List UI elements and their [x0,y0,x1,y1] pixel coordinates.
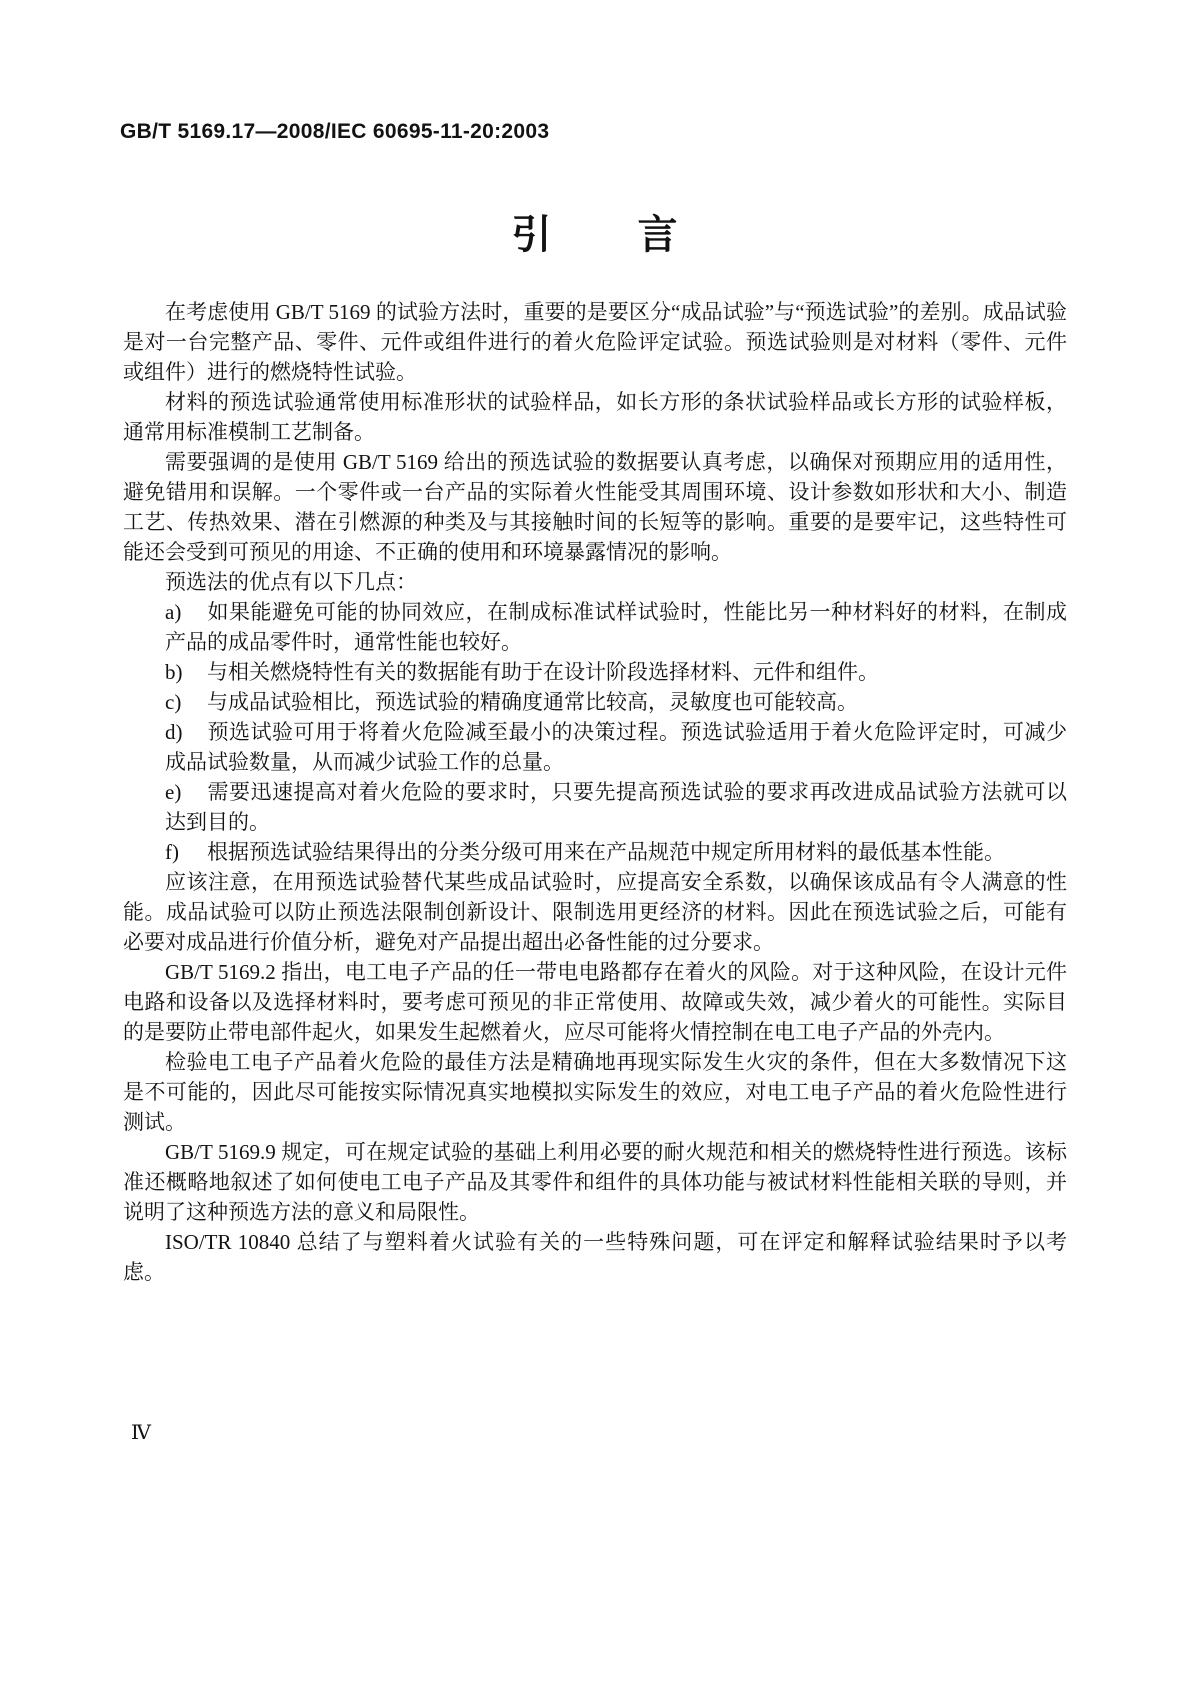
list-item-a-text: 如果能避免可能的协同效应，在制成标准试样试验时，性能比另一种材料好的材料，在制成产品的成品零件时，通常性能也较好。 [165,600,1067,654]
paragraph-closing-4: GB/T 5169.9 规定，可在规定试验的基础上利用必要的耐火规范和相关的燃烧特性进行预选。该标准还概略地叙述了如何使电工电子产品及其零件和组件的具体功能与被试材料性能相关联的导则，并说明了这种预选方法的意义和局限性。 [123,1140,1067,1224]
list-item-c [123,687,1067,717]
page-title: 引 言 [511,213,680,257]
paragraph-intro-3: 需要强调的是使用 GB/T 5169 给出的预选试验的数据要认真考虑，以确保对预期应用的适用性，避免错用和误解。一个零件或一台产品的实际着火性能受其周围环境、设计参数如形状和大小、制造工艺、传热效果、潜在引燃源的种类及与其接触时间的长短等的影响。重要的是要牢记，这些特性可能还会受到可预见的用途、不正确的使用和环境暴露情况的影响。 [123,450,1067,564]
list-item-f [123,837,1067,867]
list-item-f-text: 根据预选试验结果得出的分类分级可用来在产品规范中规定所用材料的最低基本性能。 [207,840,1005,864]
list-item-d-text: 预选试验可用于将着火危险减至最小的决策过程。预选试验适用于着火危险评定时，可减少成品试验数量，从而减少试验工作的总量。 [165,720,1067,774]
list-item-e-text: 需要迅速提高对着火危险的要求时，只要先提高预选试验的要求再改进成品试验方法就可以达到目的。 [165,780,1067,834]
list-item-a-label: a) [165,600,182,624]
list-item-e-label: e) [165,780,182,804]
paragraph-intro-2: 材料的预选试验通常使用标准形状的试验样品，如长方形的条状试验样品或长方形的试验样板，通常用标准模制工艺制备。 [123,390,1067,444]
paragraph-closing-1: 应该注意，在用预选试验替代某些成品试验时，应提高安全系数，以确保该成品有令人满意的性能。成品试验可以防止预选法限制创新设计、限制选用更经济的材料。因此在预选试验之后，可能有必要对成品进行价值分析，避免对产品提出超出必备性能的过分要求。 [123,870,1067,954]
paragraph-list-lead: 预选法的优点有以下几点： [165,570,417,594]
list-item-b-label: b) [165,660,183,684]
paragraph-closing-5: ISO/TR 10840 总结了与塑料着火试验有关的一些特殊问题，可在评定和解释试验结果时予以考虑。 [123,1230,1067,1284]
list-item-d-label: d) [165,720,183,744]
list-item-a [123,597,1067,657]
page-number: Ⅳ [131,1422,151,1444]
list-item-c-text: 与成品试验相比，预选试验的精确度通常比较高，灵敏度也可能较高。 [207,690,858,714]
list-item-c-label: c) [165,690,182,714]
list-item-d [123,717,1067,777]
list-item-b-text: 与相关燃烧特性有关的数据能有助于在设计阶段选择材料、元件和组件。 [207,660,879,684]
list-item-b [123,657,1067,687]
advantages-list [123,597,1067,867]
standard-number-header: GB/T 5169.17—2008/IEC 60695-11-20:2003 [120,120,550,143]
paragraph-closing-3: 检验电工电子产品着火危险的最佳方法是精确地再现实际发生火灾的条件，但在大多数情况下这是不可能的，因此尽可能按实际情况真实地模拟实际发生的效应，对电工电子产品的着火危险性进行测试。 [123,1050,1067,1134]
paragraph-intro-1: 在考虑使用 GB/T 5169 的试验方法时，重要的是要区分“成品试验”与“预选试验”的差别。成品试验是对一台完整产品、零件、元件或组件进行的着火危险评定试验。预选试验则是对材料（零件、元件或组件）进行的燃烧特性试验。 [123,300,1067,384]
paragraph-closing-2: GB/T 5169.2 指出，电工电子产品的任一带电电路都存在着火的风险。对于这种风险，在设计元件电路和设备以及选择材料时，要考虑可预见的非正常使用、故障或失效，减少着火的可能性。实际目的是要防止带电部件起火，如果发生起燃着火，应尽可能将火情控制在电工电子产品的外壳内。 [123,960,1067,1044]
list-item-e [123,777,1067,837]
document-body [123,297,1067,1287]
list-item-f-label: f) [165,840,179,864]
